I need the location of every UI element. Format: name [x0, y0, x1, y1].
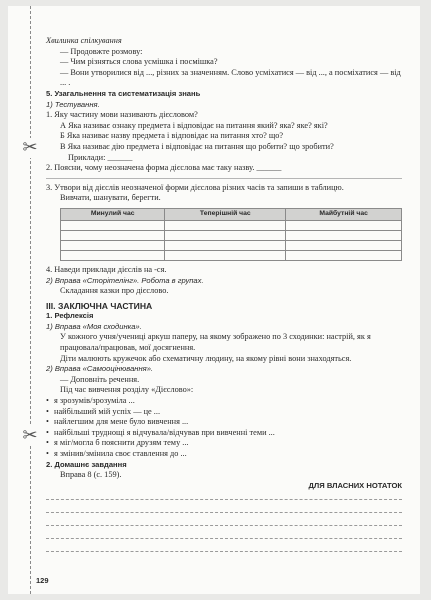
- table-cell[interactable]: [286, 240, 402, 250]
- dialog-line: — Продовжте розмову:: [60, 46, 143, 56]
- exercise-storytelling: 2) Вправа «Сторітелінг». Робота в групах.: [46, 275, 204, 285]
- part-3-title: III. ЗАКЛЮЧНА ЧАСТИНА: [46, 300, 153, 311]
- scissors-icon: ✂: [18, 138, 42, 158]
- question-2: 2. Поясни, чому неозначена форма дієслова має таку назву. ______: [46, 163, 282, 173]
- examples-label: Приклади: ______: [68, 152, 133, 162]
- question-4: 4. Наведи приклади дієслів на -ся.: [46, 264, 167, 274]
- exercise-self: 2) Вправа «Самооцінювання».: [46, 364, 154, 374]
- notes-line[interactable]: [46, 512, 402, 513]
- question-3: 3. Утвори від дієслів неозначеної форми дієслова різних часів та запиши в таблицю.: [46, 182, 344, 192]
- table-cell[interactable]: [61, 230, 165, 240]
- scissors-icon: ✂: [18, 426, 42, 446]
- self-intro: Під час вивчення розділу «Дієслово»:: [60, 385, 194, 395]
- page-number: 129: [36, 576, 49, 585]
- tense-table: [60, 208, 402, 261]
- list-item: • я міг/могла б пояснити друзям тему ...: [46, 438, 402, 449]
- table-row: [61, 240, 402, 250]
- notes-title: ДЛЯ ВЛАСНИХ НОТАТОК: [308, 480, 402, 490]
- cut-line: [30, 6, 31, 594]
- answer-option: А Яка називає ознаку предмета і відповідає на питання який? яка? яке? які?: [60, 120, 328, 130]
- dialog-line: — Чим різняться слова усмішка і посмішка?: [60, 57, 218, 67]
- notes-line[interactable]: [46, 551, 402, 552]
- question-1: 1. Яку частину мови називають дієсловом?: [46, 110, 198, 120]
- table-cell[interactable]: [165, 230, 286, 240]
- table-cell[interactable]: [61, 220, 165, 230]
- notes-line[interactable]: [46, 525, 402, 526]
- notes-line[interactable]: [46, 499, 402, 500]
- reflection-title: 1. Рефлексія: [46, 311, 94, 321]
- table-cell[interactable]: [165, 250, 286, 260]
- homework-title: 2. Домашнє завдання: [46, 459, 127, 469]
- question-3-words: Вивчати, шанувати, берегти.: [60, 193, 161, 203]
- list-item: • найбільший мій успіх — це ...: [46, 407, 402, 418]
- notes-line[interactable]: [46, 538, 402, 539]
- dialog-line: — Вони утворилися від ..., різних за значенням. Слово усміхатися — від ..., а посміхатися — від ... .: [60, 67, 401, 88]
- table-cell[interactable]: [61, 250, 165, 260]
- table-cell[interactable]: [286, 230, 402, 240]
- self-intro: — Доповніть речення.: [60, 374, 140, 384]
- table-cell[interactable]: [61, 240, 165, 250]
- exercise-ladder: 1) Вправа «Моя сходинка».: [46, 321, 142, 331]
- ladder-text: У кожного учня/учениці аркуш паперу, на якому зображено по 3 сходинки: настрій, як я працювала/працював, мої досягнення.: [60, 332, 371, 353]
- answer-option: В Яка називає дію предмета і відповідає на питання що робити? що зробити?: [60, 141, 334, 151]
- answer-option: Б Яка називає назву предмета і відповідає на питання хто? що?: [60, 131, 284, 141]
- answer-line: [46, 178, 402, 179]
- testing-label: 1) Тестування.: [46, 99, 100, 109]
- table-row: [61, 250, 402, 260]
- table-cell[interactable]: [286, 250, 402, 260]
- header-present: Теперішній час: [165, 208, 286, 220]
- list-item: • я зрозумів/зрозуміла ...: [46, 396, 402, 407]
- page-content: [46, 36, 402, 552]
- header-past: Минулий час: [61, 208, 165, 220]
- list-item: • я змінив/змінила своє ставлення до ...: [46, 449, 402, 460]
- homework-text: Вправа 8 (с. 159).: [60, 470, 122, 480]
- ladder-text: Діти малюють кружечок або схематичну людину, на якому рівні вони знаходяться.: [60, 353, 352, 363]
- minute-header: Хвилинка спілкування: [46, 36, 122, 45]
- header-future: Майбутній час: [286, 208, 402, 220]
- workbook-page: [8, 6, 420, 594]
- table-row: [61, 220, 402, 230]
- list-item: • найлегшим для мене було вивчення ...: [46, 417, 402, 428]
- table-row: [61, 230, 402, 240]
- table-cell[interactable]: [286, 220, 402, 230]
- table-cell[interactable]: [165, 220, 286, 230]
- section-5-title: 5. Узагальнення та систематизація знань: [46, 88, 201, 98]
- storytelling-task: Складання казки про дієслово.: [60, 286, 169, 296]
- list-item: • найбільші труднощі я відчувала/відчував при вивченні теми ...: [46, 428, 402, 439]
- table-cell[interactable]: [165, 240, 286, 250]
